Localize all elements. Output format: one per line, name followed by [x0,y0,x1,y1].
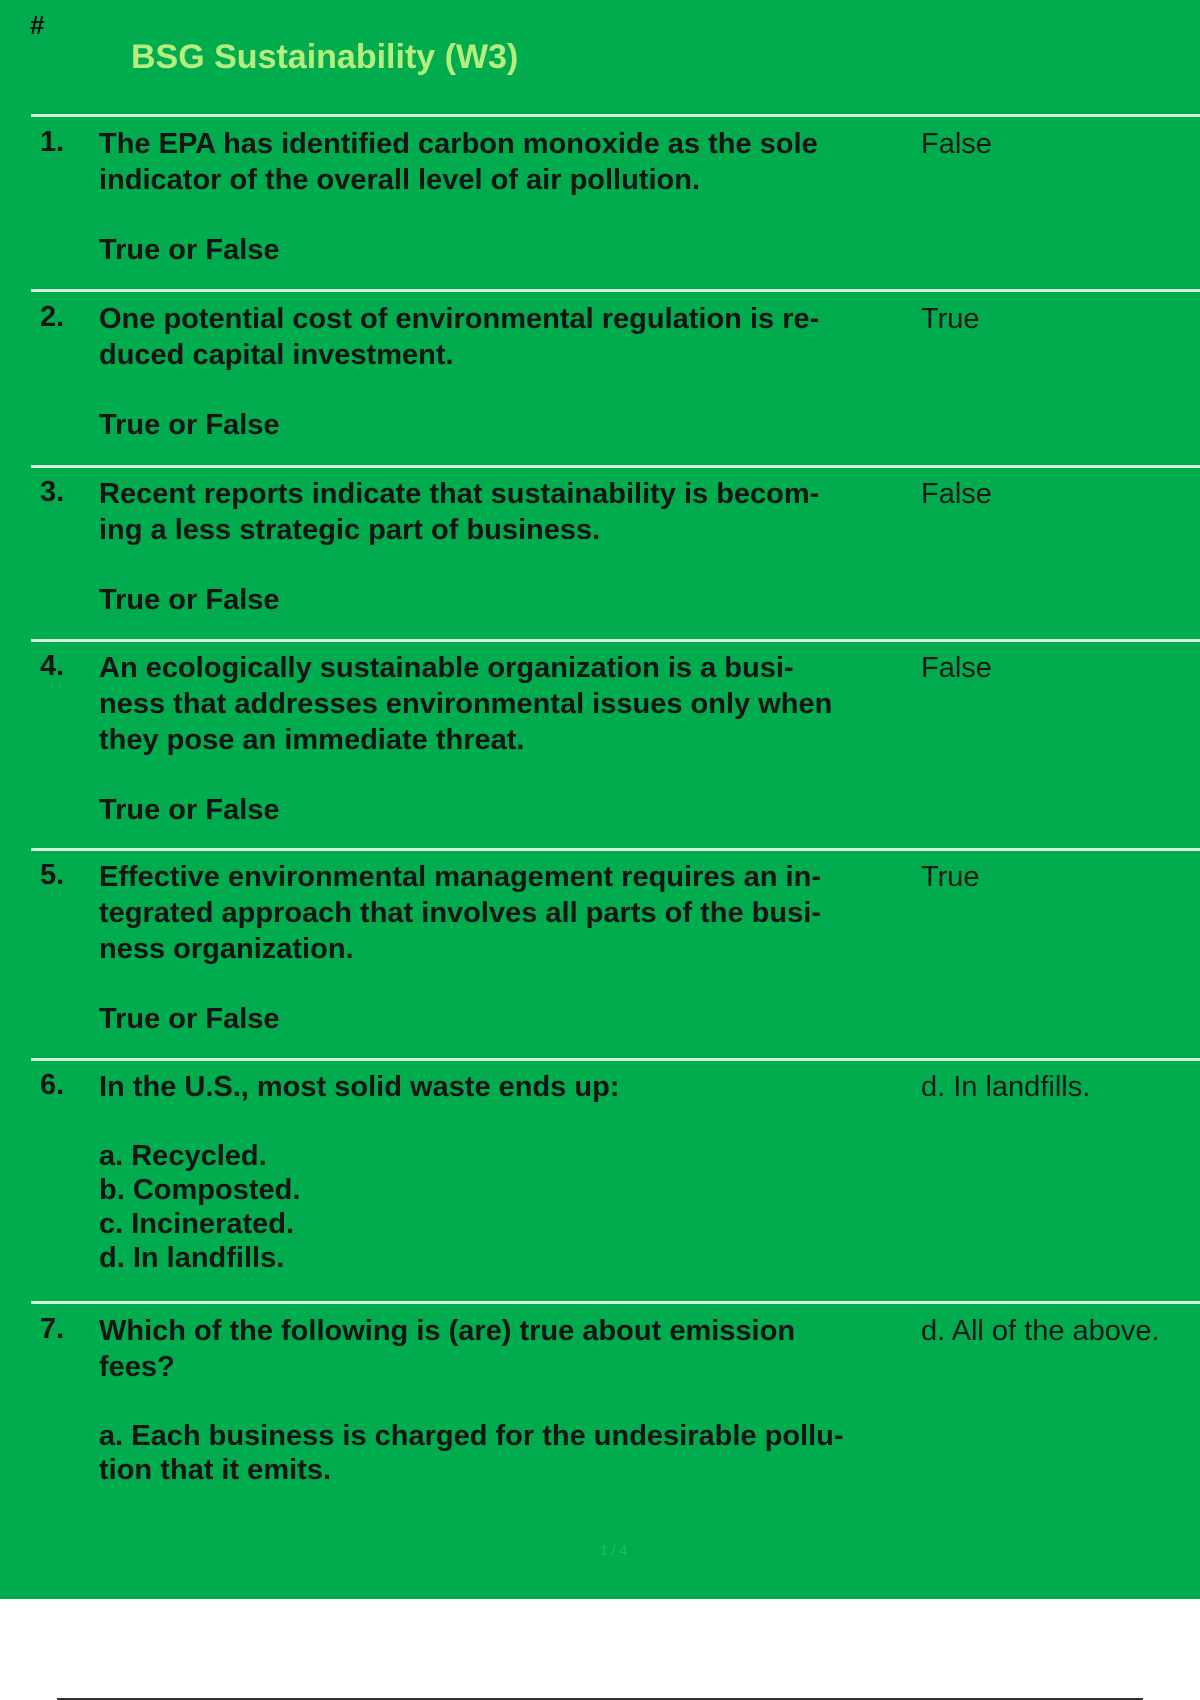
divider [31,639,1200,642]
question-prompt: True or False [99,794,280,826]
divider [31,114,1200,117]
question-3 [99,476,919,618]
question-text-line: fees? [99,1351,175,1383]
question-prompt: True or False [99,1003,280,1035]
question-number: 2. [40,301,65,333]
divider [31,1301,1200,1304]
question-text-line: Effective environmental management requires an in- [99,861,821,893]
question-text-line: indicator of the overall level of air pollution. [99,164,701,196]
question-text-line: tegrated approach that involves all parts of the busi- [99,897,821,929]
answer-option: b. Composted. [99,1174,301,1206]
answer-option: d. In landfills. [99,1242,285,1274]
question-number: 4. [40,650,65,682]
question-2 [99,301,919,443]
question-text-line: duced capital investment. [99,339,454,371]
question-number: 5. [40,859,65,891]
answer-option: a. Each business is charged for the undesirable pollu- [99,1420,844,1452]
answer: True [921,303,980,335]
question-text-line: ness that addresses environmental issues only when [99,688,833,720]
question-prompt: True or False [99,409,280,441]
answer-option: c. Incinerated. [99,1208,295,1240]
question-text-line: One potential cost of environmental regulation is re- [99,303,820,335]
divider [31,848,1200,851]
question-text-line: they pose an immediate threat. [99,724,525,756]
document-title: BSG Sustainability (W3) [131,38,519,76]
answer: d. In landfills. [921,1071,1091,1103]
question-text-line: The EPA has identified carbon monoxide as the sole [99,128,818,160]
answer: False [921,128,992,160]
question-number: 3. [40,476,65,508]
divider [31,465,1200,468]
question-7 [99,1313,919,1487]
question-text-line: In the U.S., most solid waste ends up: [99,1071,620,1103]
question-text-line: An ecologically sustainable organization is a busi- [99,652,794,684]
page-number: 1 / 4 [600,1542,628,1558]
question-4 [99,650,919,828]
divider [31,1058,1200,1061]
question-6 [99,1069,919,1275]
question-1 [99,126,919,268]
question-prompt: True or False [99,234,280,266]
question-text-line: Recent reports indicate that sustainability is becom- [99,478,820,510]
question-text-line: ing a less strategic part of business. [99,514,601,546]
answer: False [921,478,992,510]
question-number: 1. [40,126,65,158]
question-number: 6. [40,1069,65,1101]
answer-option: a. Recycled. [99,1140,267,1172]
question-text-line: ness organization. [99,933,354,965]
question-number: 7. [40,1313,65,1345]
answer: False [921,652,992,684]
question-text-line: Which of the following is (are) true about emission [99,1315,796,1347]
question-5 [99,859,919,1037]
answer: True [921,861,980,893]
question-prompt: True or False [99,584,280,616]
divider [31,289,1200,292]
answer: d. All of the above. [921,1315,1160,1347]
hash-mark: # [30,10,45,40]
answer-option: tion that it emits. [99,1454,331,1486]
